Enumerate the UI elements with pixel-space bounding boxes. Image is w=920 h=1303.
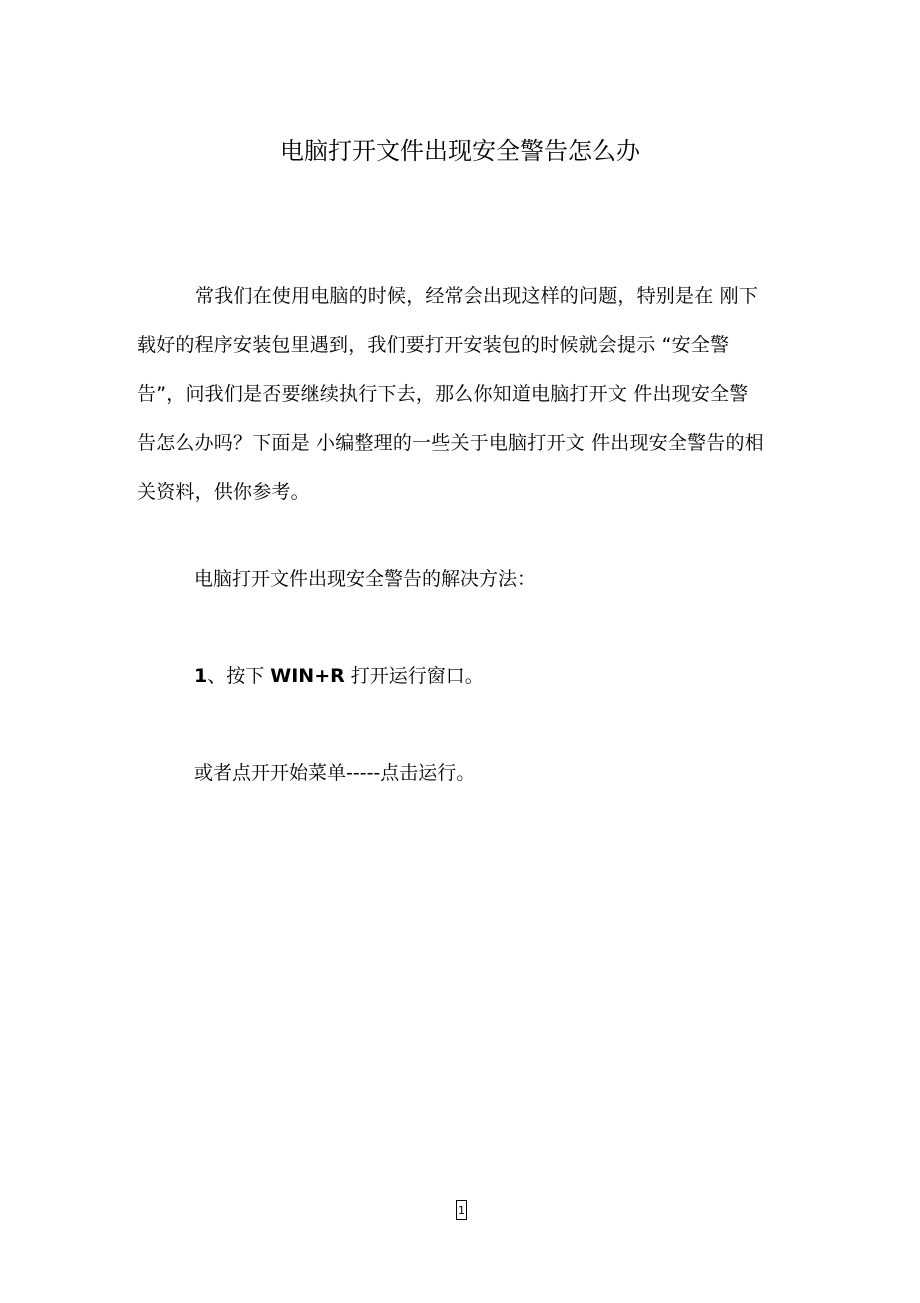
step-1-prefix: 、按下 (207, 665, 271, 687)
step-1-keys: WIN+R (270, 665, 345, 687)
intro-paragraph: 常我们在使用电脑的时候，经常会出现这样的问题，特别是在 刚下载好的程序安装包里遇到，我们要打开安装包的时候就会提示 “安全警告”，问我们是否要继续执行下去，那么你知道电脑打开文 件出现安全警告怎么办吗？下面是 小编整理的一些关于电脑打开文 件出现安全警告的相关资料，供你参考。 (137, 285, 764, 503)
step-1-suffix: 打开运行窗口。 (344, 665, 484, 687)
document-title: 电脑打开文件出现安全警告怎么办 (280, 137, 640, 165)
solution-heading: 电脑打开文件出现安全警告的解决方法： (194, 568, 537, 590)
step-1-alternative: 或者点开开始菜单-----点击运行。 (194, 762, 476, 784)
step-1 (194, 661, 484, 691)
page-number: 1 (456, 1200, 467, 1220)
step-1-number: 1 (194, 665, 208, 687)
